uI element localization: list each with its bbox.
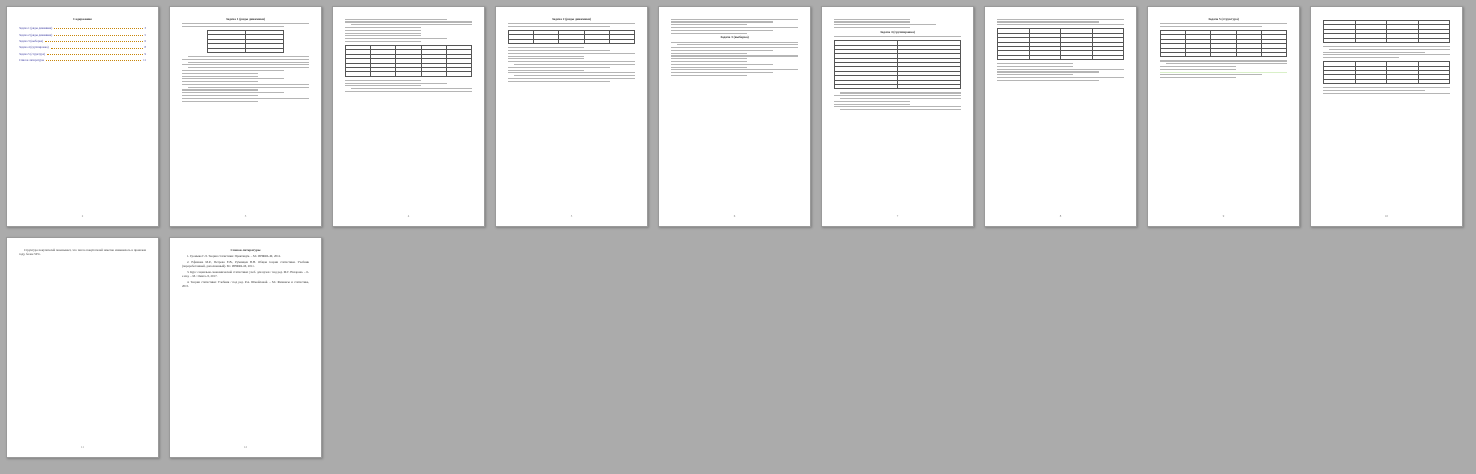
document-page-3[interactable] — [332, 6, 485, 227]
text-line — [1323, 93, 1450, 94]
text-line — [188, 56, 309, 57]
text-line — [677, 44, 798, 45]
text-line — [345, 85, 421, 86]
text-line — [351, 24, 472, 25]
text-line — [182, 101, 258, 102]
text-line — [671, 64, 773, 65]
text-line — [508, 78, 635, 79]
text-line — [345, 38, 447, 39]
text-line — [182, 76, 258, 77]
text-line — [345, 35, 421, 36]
text-line — [188, 62, 309, 63]
text-line — [834, 24, 936, 25]
document-page-4[interactable] — [495, 6, 648, 227]
text-line — [188, 87, 309, 88]
text-line — [345, 30, 421, 31]
text-line — [345, 91, 472, 92]
section-title: Задача 4 (группировка) — [880, 29, 915, 34]
text-line — [508, 26, 610, 27]
document-page-2[interactable] — [169, 6, 322, 227]
text-line — [508, 61, 635, 62]
text-line — [182, 70, 284, 71]
text-line — [1323, 54, 1450, 55]
data-table — [207, 30, 283, 53]
data-table — [997, 28, 1124, 60]
page-number: 6 — [733, 213, 736, 218]
text-line — [182, 23, 309, 24]
text-line — [182, 78, 284, 79]
page-number: 8 — [1059, 213, 1062, 218]
text-line — [182, 73, 258, 74]
page-number: 3 — [244, 213, 247, 218]
text-line — [1329, 49, 1450, 50]
toc-entry-page: 6 — [144, 38, 146, 43]
data-table — [1323, 20, 1450, 43]
text-line — [345, 21, 472, 22]
text-line — [1160, 74, 1262, 75]
text-line — [508, 47, 584, 48]
toc-entry-page: 11 — [143, 58, 146, 63]
text-line — [345, 27, 421, 28]
reference-item: 3. Курс социально-экономической статистики: учеб. для вузов / под ред. М.Г. Назарова. – 6-е изд. – М.: Омега-Л, 2017. — [182, 269, 309, 279]
text-line — [834, 101, 910, 102]
text-line — [182, 92, 284, 93]
text-line — [345, 80, 421, 81]
data-table — [508, 30, 635, 44]
text-line — [671, 33, 747, 34]
text-line — [1160, 69, 1236, 70]
toc-entry[interactable] — [19, 26, 146, 30]
text-line — [834, 106, 961, 107]
text-line — [671, 30, 773, 31]
text-line — [345, 83, 447, 84]
page-number: 5 — [570, 213, 573, 218]
document-page-8[interactable] — [1147, 6, 1300, 227]
text-line — [1160, 77, 1236, 78]
text-line — [508, 70, 584, 71]
text-line — [671, 75, 747, 76]
data-table — [345, 45, 472, 77]
document-page-1[interactable] — [6, 6, 159, 227]
text-line — [997, 24, 1124, 25]
toc-entry[interactable] — [19, 39, 146, 43]
text-line — [1323, 90, 1425, 91]
highlighted-line — [1160, 72, 1287, 73]
toc-entry-page: 3 — [144, 26, 146, 31]
page-number: 10 — [1385, 213, 1388, 218]
text-line — [997, 21, 1099, 22]
toc-entry-label: Задача 4 (группировка) — [19, 45, 49, 50]
text-line — [997, 74, 1073, 75]
text-line — [671, 61, 747, 62]
text-line — [997, 19, 1124, 20]
text-line — [182, 95, 258, 96]
page-number: 2 — [81, 213, 84, 218]
text-line — [671, 69, 798, 70]
text-line — [508, 53, 635, 54]
text-line — [997, 80, 1099, 81]
document-page-10[interactable] — [6, 237, 159, 458]
toc-title: Содержание — [73, 17, 92, 21]
text-line — [834, 95, 961, 96]
text-line — [1323, 46, 1450, 47]
page-number: 12 — [244, 444, 247, 449]
page-number: 9 — [1222, 213, 1225, 218]
text-line — [345, 41, 421, 42]
text-line — [1160, 66, 1236, 67]
text-line — [508, 72, 635, 73]
text-line — [671, 42, 798, 43]
document-page-6[interactable] — [821, 6, 974, 227]
text-line — [182, 89, 258, 90]
text-line — [345, 33, 421, 34]
section-title: Задача 3 (выборка) — [720, 35, 749, 40]
toc-entry-label: Задача 2 (ряды динамики) — [19, 32, 53, 37]
text-line — [1160, 60, 1287, 61]
text-line — [834, 19, 910, 20]
toc-entry[interactable] — [19, 33, 146, 37]
text-line — [182, 26, 284, 27]
reference-item: 1. Громыко Г.Л. Теория статистики: Практикум. – М.: ИНФРА-М, 2012. — [187, 254, 281, 259]
text-line — [671, 55, 798, 56]
toc-entry-page: 5 — [144, 32, 146, 37]
text-line — [834, 104, 910, 105]
text-line — [351, 88, 472, 89]
section-title: Задача 1 (ряды динамики) — [225, 17, 266, 21]
text-line — [345, 19, 447, 20]
reference-item: 2. Ефимова М.Р., Петрова Е.В., Румянцев В.Н. Общая теория статистики. Учебник (переработанный, дополненный). М.: ИНФРА-М, 2011. — [182, 259, 309, 269]
document-page-7[interactable] — [984, 6, 1137, 227]
text-line — [840, 92, 961, 93]
text-line — [671, 58, 747, 59]
text-line — [508, 67, 610, 68]
text-line — [840, 98, 961, 99]
reference-item: 4. Теория статистики: Учебник / под ред. Р.А. Шмойловой. – М.: Финансы и статистика, 2015. — [182, 279, 309, 288]
text-line — [182, 98, 309, 99]
text-line — [188, 67, 309, 68]
text-line — [182, 84, 309, 85]
toc-entry-label: Задача 5 (структура) — [19, 51, 46, 56]
text-line — [182, 64, 309, 65]
toc-entry-label: Список литературы — [19, 58, 45, 63]
text-line — [1323, 87, 1450, 88]
text-line — [997, 66, 1073, 67]
text-line — [1160, 26, 1262, 27]
text-line — [834, 21, 910, 22]
text-line — [671, 21, 773, 22]
document-page-5[interactable] — [658, 6, 811, 227]
page-number: 11 — [81, 444, 84, 449]
document-page-9[interactable] — [1310, 6, 1463, 227]
text-line — [508, 23, 635, 24]
text-line — [671, 19, 798, 20]
data-table — [1160, 30, 1287, 57]
text-line — [997, 69, 1124, 70]
text-line — [834, 27, 910, 28]
document-page-11[interactable] — [169, 237, 322, 458]
text-line — [508, 56, 584, 57]
text-line — [671, 50, 773, 51]
toc-entry-page: 8 — [144, 45, 146, 50]
text-line — [671, 47, 798, 48]
text-line — [508, 58, 584, 59]
text-line — [508, 50, 610, 51]
text-line — [508, 81, 610, 82]
text-line — [1166, 63, 1287, 64]
section-title: Список литературы — [230, 248, 261, 252]
toc-entry[interactable] — [19, 45, 146, 49]
text-line — [997, 77, 1124, 78]
text-line — [182, 81, 258, 82]
toc-entry[interactable] — [19, 52, 146, 56]
data-table — [1323, 61, 1450, 84]
section-title: Задача 2 (ряды динамики) — [551, 17, 592, 21]
toc-entry[interactable] — [19, 58, 146, 62]
text-line — [997, 63, 1073, 64]
text-line — [1160, 23, 1287, 24]
text-line — [671, 24, 747, 25]
text-line — [671, 72, 773, 73]
data-table — [834, 40, 961, 89]
text-line — [671, 53, 747, 54]
text-line — [1323, 57, 1399, 58]
section-title: Задача 5 (структура) — [1208, 17, 1239, 21]
text-line — [182, 59, 309, 60]
text-line — [834, 36, 961, 37]
toc-entry-page: 9 — [144, 51, 146, 56]
text-line — [671, 67, 747, 68]
text-line — [840, 109, 961, 110]
text-line — [514, 75, 635, 76]
page-number: 4 — [407, 213, 410, 218]
toc-entry-label: Задача 1 (ряды динамики) — [19, 26, 53, 31]
text-line — [1323, 52, 1425, 53]
text-line — [997, 71, 1099, 72]
text-line — [514, 64, 635, 65]
text-line — [671, 27, 798, 28]
toc-entry-label: Задача 3 (выборка) — [19, 38, 44, 43]
conclusion-text: Структура покупателей показывает, что число покупателей заметно изменилось в прошлом году, более 50%. — [19, 248, 146, 257]
page-number: 7 — [896, 213, 899, 218]
